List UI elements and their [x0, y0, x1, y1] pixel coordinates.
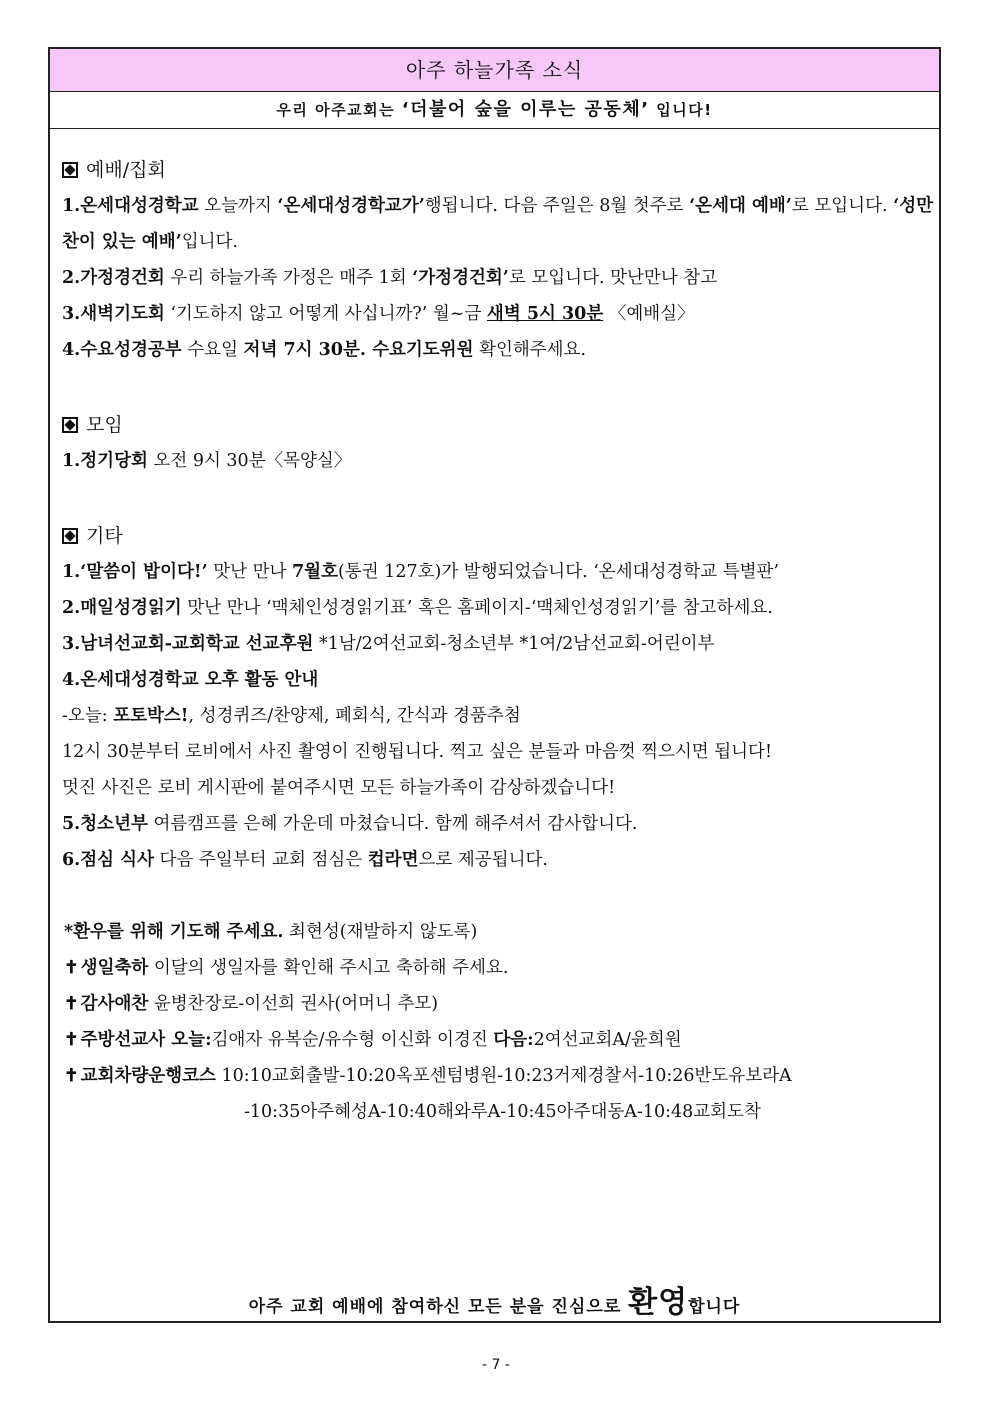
item-bold: 포토박스! — [113, 706, 189, 726]
prayer-kitchen — [62, 1022, 935, 1058]
item-bold: 7월호 — [291, 562, 338, 582]
item-text: 로 모입니다. — [791, 196, 894, 216]
item-text: 오늘까지 — [198, 196, 278, 216]
diamond-box-icon — [62, 162, 78, 178]
prayer-thanks — [62, 986, 935, 1022]
etc-item-1 — [62, 554, 935, 590]
etc-item-4-board — [62, 770, 935, 806]
item-bold: 다음: — [493, 1030, 534, 1050]
item-bold: ‘가정경건회’ — [412, 268, 509, 288]
item-text: , 성경퀴즈/찬양제, 폐회식, 간식과 경품추첨 — [188, 706, 521, 726]
page-title: 아주 하늘가족 소식 — [50, 49, 939, 92]
item-text: 입니다. — [181, 232, 238, 252]
cross-icon: ✝ — [64, 994, 79, 1014]
section-heading-text: 모임 — [86, 414, 123, 436]
item-label: 3.새벽기도회 — [62, 304, 165, 324]
item-label: 감사애찬 — [80, 994, 149, 1014]
prayer-sick — [62, 914, 935, 950]
welcome-text: 아주 교회 예배에 참여하신 모든 분을 진심으로 — [248, 1297, 629, 1317]
item-text: *1남/2여선교회-청소년부 *1여/2남선교회-어린이부 — [313, 634, 715, 654]
section-heading-meeting — [62, 408, 935, 443]
cross-icon: ✝ — [64, 1030, 79, 1050]
prayer-car-route-cont — [62, 1094, 935, 1130]
cross-icon: ✝ — [64, 1066, 79, 1086]
item-text: -오늘: — [62, 706, 114, 726]
worship-item-2 — [62, 260, 935, 296]
welcome-emphasis: 환영 — [628, 1285, 689, 1320]
diamond-box-icon — [62, 417, 78, 433]
item-text: -10:35아주혜성A-10:40해와루A-10:45아주대동A-10:48교회도착 — [244, 1102, 761, 1122]
section-heading-text: 기타 — [86, 525, 123, 547]
etc-item-6 — [62, 842, 935, 878]
bulletin-frame — [48, 47, 941, 1323]
worship-item-3 — [62, 296, 935, 332]
item-bold: 컵라면 — [367, 850, 419, 870]
worship-item-1 — [62, 188, 935, 260]
item-bold: ‘성만찬이 있는 예배’ — [62, 196, 934, 252]
item-label: *환우를 위해 기도해 주세요. — [64, 922, 284, 942]
item-text: 10:10교회출발-10:20옥포센텀병원-10:23거제경찰서-10:26반도유보라A — [215, 1066, 792, 1086]
item-text: 확인해주세요. — [473, 340, 587, 360]
item-label: 생일축하 — [80, 958, 149, 978]
item-text: 우리 하늘가족 가정은 매주 1회 — [164, 268, 413, 288]
item-text: 행됩니다. 다음 주일은 8월 첫주로 — [424, 196, 690, 216]
welcome-text: 합니다 — [688, 1297, 741, 1317]
item-bold: 저녁 7시 30분. 수요기도위원 — [243, 340, 474, 360]
page-number: - 7 - — [482, 1357, 510, 1373]
bulletin-content — [50, 129, 939, 1130]
subtitle-post: 입니다! — [656, 101, 713, 119]
diamond-box-icon — [62, 528, 78, 544]
item-text: 12시 30분부터 로비에서 사진 촬영이 진행됩니다. 찍고 싶은 분들과 마음껏 찍으시면 됩니다! — [62, 742, 772, 762]
item-text: 오전 9시 30분〈목양실〉 — [147, 451, 352, 471]
item-label: 4.수요성경공부 — [62, 340, 182, 360]
item-label: 3.남녀선교회-교회학교 선교후원 — [62, 634, 314, 654]
subtitle-emphasis: ‘더불어 숲을 이루는 공동체’ — [401, 99, 650, 120]
welcome-message — [50, 1277, 939, 1321]
item-text: 수요일 — [181, 340, 244, 360]
etc-item-4 — [62, 662, 935, 698]
etc-item-2 — [62, 590, 935, 626]
item-label: 5.청소년부 — [62, 814, 148, 834]
item-text: 맛난 만나 ‘맥체인성경읽기표’ 혹은 홈페이지-‘맥체인성경읽기’를 참고하세요. — [181, 598, 773, 618]
item-text: 이달의 생일자를 확인해 주시고 축하해 주세요. — [148, 958, 509, 978]
item-bold: 오늘: — [165, 1030, 212, 1050]
item-text: 로 모입니다. 맛난만나 참고 — [508, 268, 718, 288]
item-label: 1.온세대성경학교 — [62, 196, 199, 216]
etc-item-5 — [62, 806, 935, 842]
meeting-item-1 — [62, 443, 935, 479]
item-text: 여름캠프를 은혜 가운데 마쳤습니다. 함께 해주셔서 감사합니다. — [147, 814, 638, 834]
item-text: 멋진 사진은 로비 게시판에 붙여주시면 모든 하늘가족이 감상하겠습니다! — [62, 778, 616, 798]
cross-icon: ✝ — [64, 958, 79, 978]
worship-item-4 — [62, 332, 935, 368]
item-label: 2.매일성경읽기 — [62, 598, 182, 618]
item-label: 2.가정경건회 — [62, 268, 165, 288]
item-text: 다음 주일부터 교회 점심은 — [153, 850, 368, 870]
item-label: 교회차량운행코스 — [80, 1066, 216, 1086]
item-underlined: 새벽 5시 30분 — [486, 304, 604, 324]
item-label: 1.‘말씀이 밥이다!’ — [62, 562, 208, 582]
item-text: (통권 127호)가 발행되었습니다. ‘온세대성경학교 특별판’ — [337, 562, 779, 582]
item-text: ‘기도하지 않고 어떻게 사십니까?’ 월~금 — [164, 304, 487, 324]
section-heading-etc — [62, 519, 935, 554]
item-text: 2여선교회A/윤희원 — [533, 1030, 682, 1050]
prayer-car-route — [62, 1058, 935, 1094]
section-heading-worship — [62, 153, 935, 188]
prayer-birthday — [62, 950, 935, 986]
subtitle-pre: 우리 아주교회는 — [276, 101, 402, 119]
item-label: 1.정기당회 — [62, 451, 148, 471]
etc-item-4-photo — [62, 734, 935, 770]
item-text: 맛난 만나 — [207, 562, 292, 582]
item-bold: ‘온세대 예배’ — [689, 196, 792, 216]
item-text: 김애자 유복순/유수형 이신화 이경진 — [211, 1030, 494, 1050]
item-text: 으로 제공됩니다. — [418, 850, 548, 870]
etc-item-3 — [62, 626, 935, 662]
page-subtitle — [50, 92, 939, 129]
etc-item-4-today — [62, 698, 935, 734]
item-label: 4.온세대성경학교 오후 활동 안내 — [62, 670, 319, 690]
item-text: 윤병찬장로-이선희 권사(어머니 추모) — [148, 994, 439, 1014]
item-bold: ‘온세대성경학교가’ — [277, 196, 425, 216]
section-heading-text: 예배/집회 — [86, 159, 166, 181]
item-label: 6.점심 식사 — [62, 850, 154, 870]
item-text: 최현성(재발하지 않도록) — [283, 922, 478, 942]
item-label: 주방선교사 — [80, 1030, 166, 1050]
item-text: 〈예배실〉 — [603, 304, 695, 324]
